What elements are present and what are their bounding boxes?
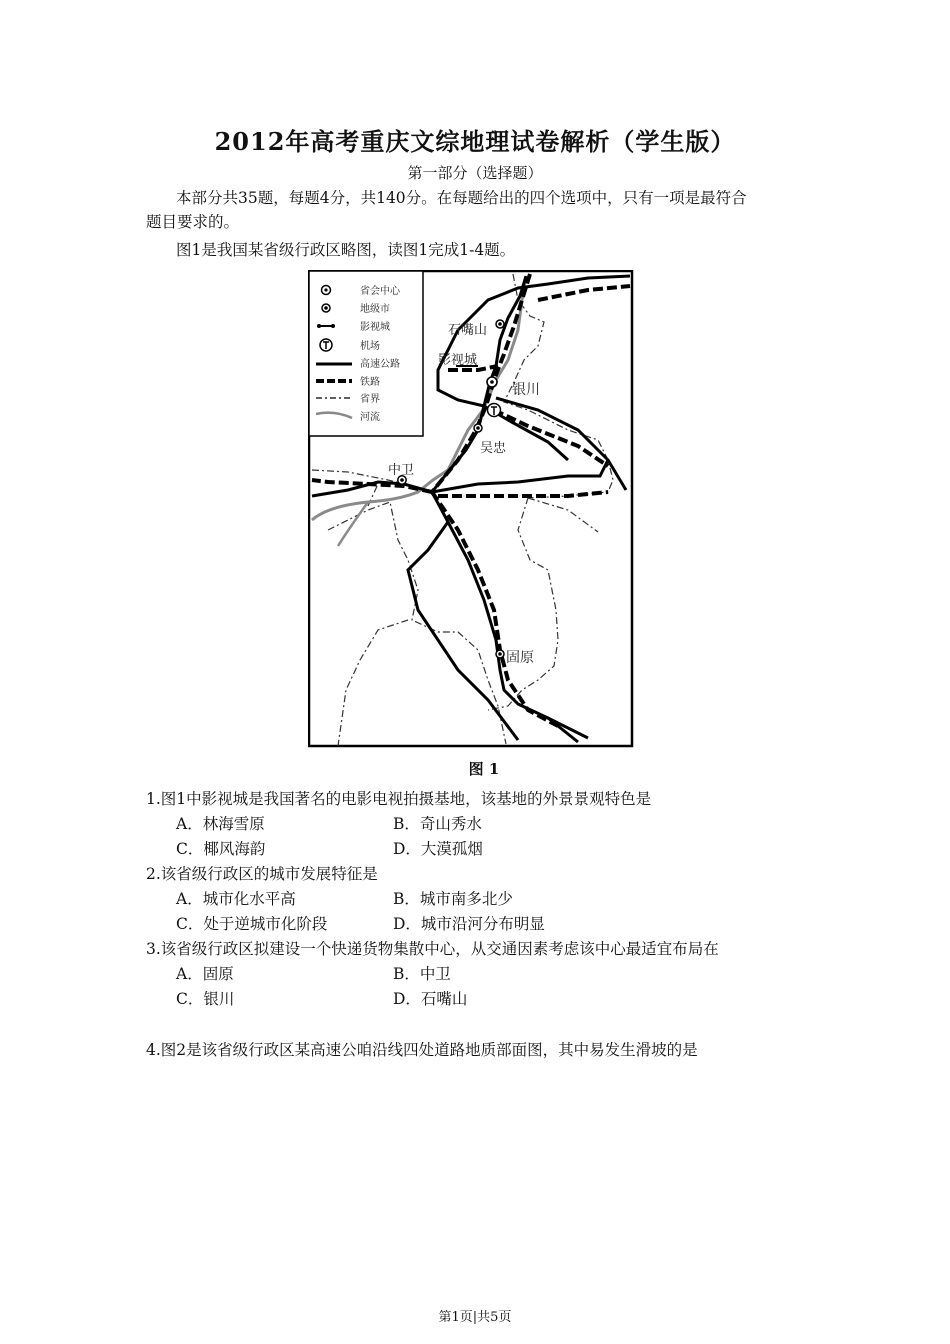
- q2-option-b: B．城市南多北少: [393, 890, 513, 908]
- question-3-stem: 3.该省级行政区拟建设一个快递货物集散中心，从交通因素考虑该中心最适宜布局在: [146, 940, 719, 958]
- legend-boundary: 省界: [360, 394, 380, 405]
- legend-film-city: 影视城: [360, 322, 390, 333]
- label-wuzhong: 吴忠: [480, 441, 507, 456]
- label-zhongwei: 中卫: [388, 463, 415, 478]
- label-shizuishan: 石嘴山: [448, 323, 488, 338]
- q1-option-a: A．林海雪原: [176, 815, 265, 833]
- q1-option-d: D．大漠孤烟: [393, 840, 483, 858]
- q1-option-c: C．椰风海韵: [176, 840, 266, 858]
- figure-intro: 图1是我国某省级行政区略图，读图1完成1-4题。: [176, 241, 516, 259]
- legend-airport: 机场: [360, 341, 380, 352]
- figure-caption: 图 1: [468, 760, 500, 778]
- q2-option-a: A．城市化水平高: [176, 890, 296, 908]
- q3-option-d: D．石嘴山: [393, 990, 468, 1008]
- legend-highway: 高速公路: [360, 359, 400, 370]
- label-yinchuan: 银川: [512, 382, 540, 398]
- legend-railway: 铁路: [360, 377, 380, 388]
- q1-option-b: B．奇山秀水: [393, 815, 482, 833]
- q2-option-d: D．城市沿河分布明显: [393, 915, 545, 933]
- legend-river: 河流: [360, 412, 380, 423]
- q3-option-c: C．银川: [176, 990, 235, 1008]
- question-1-stem: 1.图1中影视城是我国著名的电影电视拍摄基地，该基地的外景景观特色是: [146, 790, 652, 808]
- document-title: 2012年高考重庆文综地理试卷解析（学生版）: [214, 127, 736, 156]
- label-guyuan: 固原: [506, 650, 534, 666]
- question-4-stem: 4.图2是该省级行政区某高速公咱沿线四处道路地质部面图，其中易发生滑坡的是: [146, 1041, 698, 1059]
- intro-line-1: 本部分共35题，每题4分，共140分。在每题给出的四个选项中，只有一项是最符合: [176, 189, 747, 207]
- q3-option-a: A．固原: [176, 965, 234, 983]
- q3-option-b: B．中卫: [393, 965, 451, 983]
- intro-line-2: 题目要求的。: [146, 213, 240, 231]
- province-map: [308, 270, 634, 748]
- question-2-stem: 2.该省级行政区的城市发展特征是: [146, 865, 378, 883]
- page-footer: 第1页|共5页: [438, 1310, 512, 1325]
- label-film-city: 影视城: [438, 353, 478, 368]
- section-heading: 第一部分（选择题）: [407, 164, 543, 182]
- q2-option-c: C．处于逆城市化阶段: [176, 915, 328, 933]
- legend-capital: 省会中心: [360, 286, 400, 297]
- legend-prefecture: 地级市: [360, 304, 390, 315]
